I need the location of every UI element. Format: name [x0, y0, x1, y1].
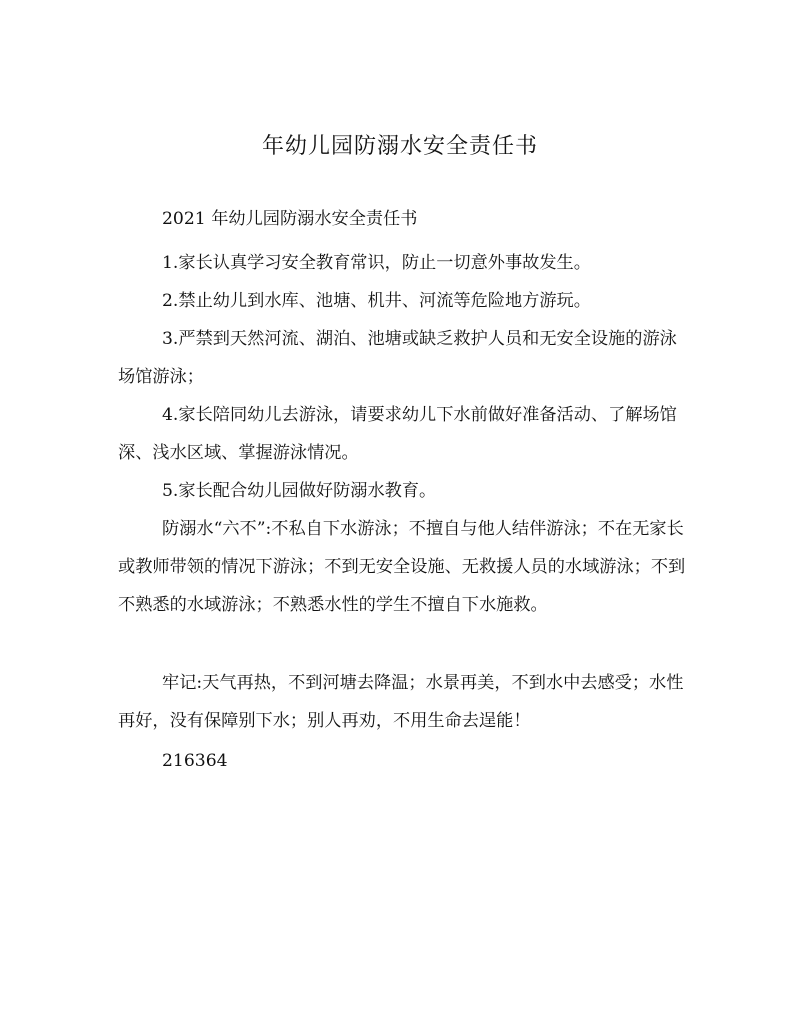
list-item-4: 4.家长陪同幼儿去游泳，请要求幼儿下水前做好准备活动、了解场馆深、浅水区域、掌握游泳情况。 [118, 405, 677, 463]
document-subtitle: 2021 年幼儿园防溺水安全责任书 [162, 209, 418, 229]
document-code: 216364 [162, 751, 228, 771]
list-item-3: 3.严禁到天然河流、湖泊、池塘或缺乏救护人员和无安全设施的游泳场馆游泳； [118, 329, 677, 387]
list-item-2: 2.禁止幼儿到水库、池塘、机井、河流等危险地方游玩。 [162, 291, 591, 311]
remember-paragraph: 牢记:天气再热，不到河塘去降温；水景再美，不到水中去感受；水性再好，没有保障别下水；别人再劝，不用生命去逞能！ [118, 673, 684, 731]
list-item-5: 5.家长配合幼儿园做好防溺水教育。 [162, 481, 437, 501]
list-item-1: 1.家长认真学习安全教育常识，防止一切意外事故发生。 [162, 253, 591, 273]
document-title: 年幼儿园防溺水安全责任书 [261, 134, 538, 159]
six-no-paragraph: 防溺水“六不”:不私自下水游泳；不擅自与他人结伴游泳；不在无家长或教师带领的情况下游泳；不到无安全设施、无救援人员的水域游泳；不到不熟悉的水域游泳；不熟悉水性的学生不擅自下水施救。 [118, 519, 686, 615]
